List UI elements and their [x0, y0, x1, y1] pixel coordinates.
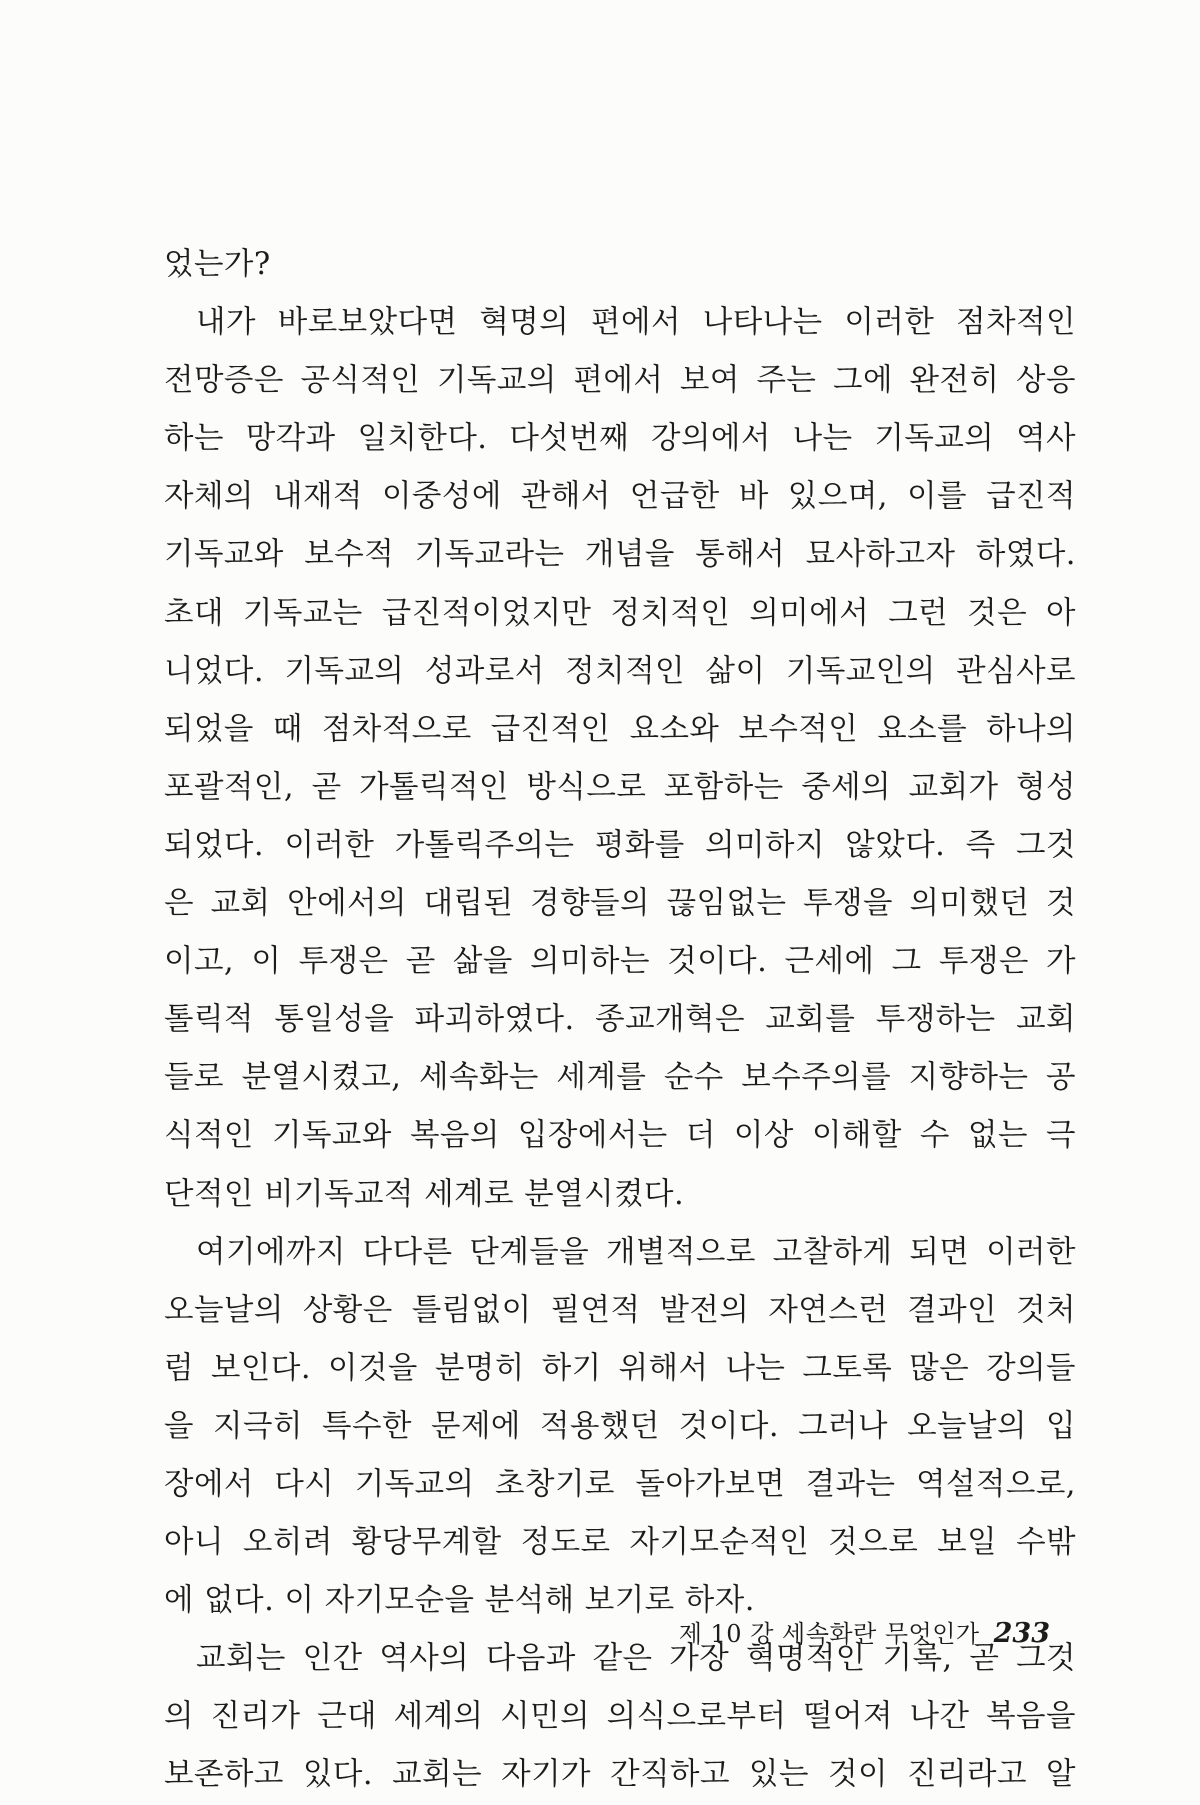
text-line: 이고, 이 투쟁은 곧 삶을 의미하는 것이다. 근세에 그 투쟁은 가: [164, 944, 1076, 980]
text-line: 아니 오히려 황당무계할 정도로 자기모순적인 것으로 보일 수밖: [164, 1525, 1076, 1561]
text-line: 식적인 기독교와 복음의 입장에서는 더 이상 이해할 수 없는 극: [164, 1118, 1076, 1154]
text-line: 단적인 비기독교적 세계로 분열시켰다.: [164, 1176, 685, 1212]
text-line: 보존하고 있다. 교회는 자기가 간직하고 있는 것이 진리라고 알: [164, 1757, 1076, 1793]
text-line: 되었다. 이러한 가톨릭주의는 평화를 의미하지 않았다. 즉 그것: [164, 827, 1076, 863]
page-footer: [630, 1614, 1050, 1654]
text-line: 기독교와 보수적 기독교라는 개념을 통해서 묘사하고자 하였다.: [164, 537, 1076, 573]
text-line: 여기에까지 다다른 단계들을 개별적으로 고찰하게 되면 이러한: [196, 1234, 1076, 1270]
text-line: 은 교회 안에서의 대립된 경향들의 끊임없는 투쟁을 의미했던 것: [164, 886, 1076, 922]
text-line: 전망증은 공식적인 기독교의 편에서 보여 주는 그에 완전히 상응: [164, 363, 1076, 399]
text-line: 니었다. 기독교의 성과로서 정치적인 삶이 기독교인의 관심사로: [164, 653, 1076, 689]
text-line: 하는 망각과 일치한다. 다섯번째 강의에서 나는 기독교의 역사: [164, 421, 1076, 457]
text-line: 오늘날의 상황은 틀림없이 필연적 발전의 자연스런 결과인 것처: [164, 1292, 1076, 1328]
text-line: 교회는 인간 역사의 다음과 같은 가장 혁명적인 기록, 곧 그것: [196, 1641, 1076, 1677]
text-line: 톨릭적 통일성을 파괴하였다. 종교개혁은 교회를 투쟁하는 교회: [164, 1002, 1076, 1038]
text-line: 에 없다. 이 자기모순을 분석해 보기로 하자.: [164, 1583, 755, 1619]
body-text: [164, 236, 1076, 1805]
running-footer-chapter: 제 10 강 세속화란 무엇인가: [678, 1620, 980, 1648]
page-number: 233: [993, 1618, 1050, 1649]
text-line: 럼 보인다. 이것을 분명히 하기 위해서 나는 그토록 많은 강의들: [164, 1350, 1076, 1386]
text-line: 초대 기독교는 급진적이었지만 정치적인 의미에서 그런 것은 아: [164, 595, 1076, 631]
text-line: 의 진리가 근대 세계의 시민의 의식으로부터 떨어져 나간 복음을: [164, 1699, 1076, 1735]
text-line: 을 지극히 특수한 문제에 적용했던 것이다. 그러나 오늘날의 입: [164, 1408, 1076, 1444]
text-line: 내가 바로보았다면 혁명의 편에서 나타나는 이러한 점차적인: [196, 305, 1076, 341]
text-line: 포괄적인, 곧 가톨릭적인 방식으로 포함하는 중세의 교회가 형성: [164, 769, 1076, 805]
text-line: 자체의 내재적 이중성에 관해서 언급한 바 있으며, 이를 급진적: [164, 479, 1076, 515]
text-line: 었는가?: [164, 247, 271, 282]
text-line: 장에서 다시 기독교의 초창기로 돌아가보면 결과는 역설적으로,: [164, 1466, 1076, 1502]
text-line: 되었을 때 점차적으로 급진적인 요소와 보수적인 요소를 하나의: [164, 711, 1076, 747]
text-line: 들로 분열시켰고, 세속화는 세계를 순수 보수주의를 지향하는 공: [164, 1060, 1076, 1096]
